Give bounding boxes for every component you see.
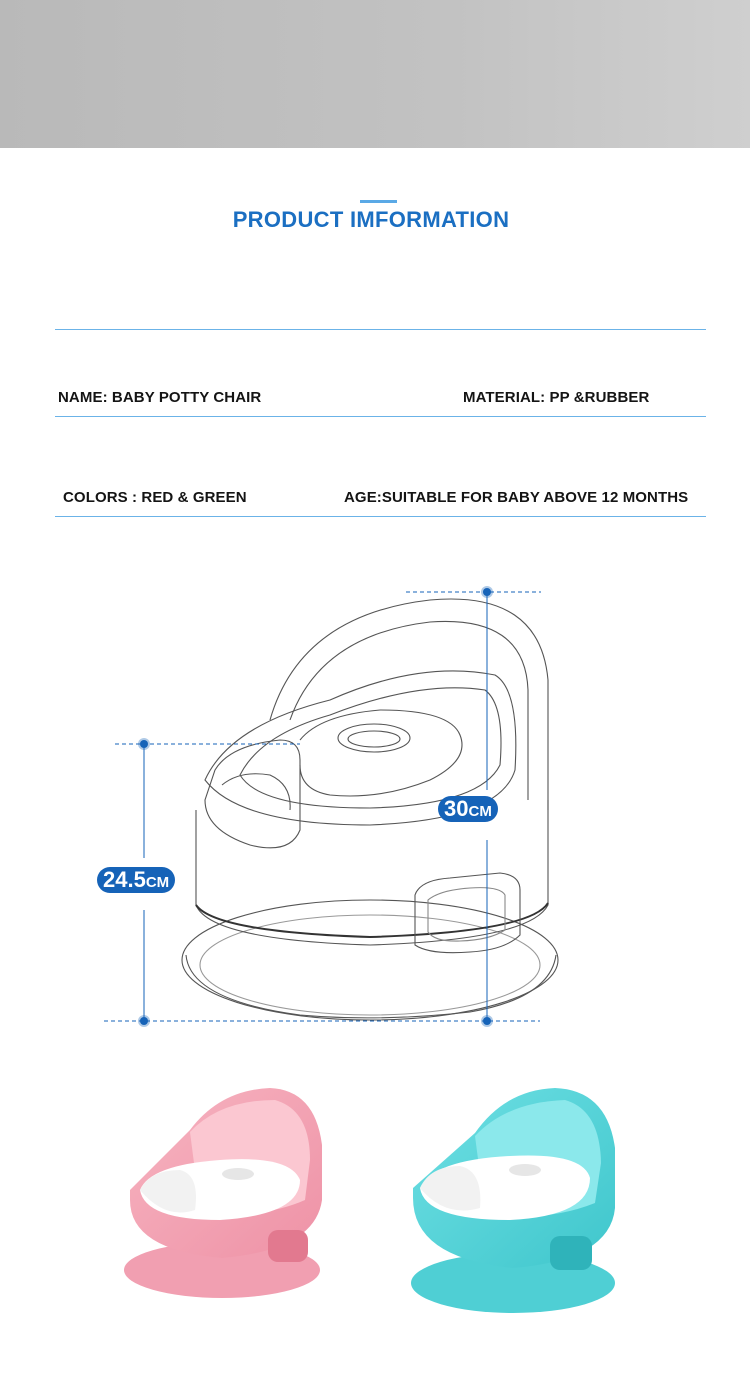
product-name: NAME: BABY POTTY CHAIR <box>58 389 262 406</box>
divider-top <box>55 329 706 330</box>
height-badge <box>97 867 175 893</box>
title-accent-bar <box>360 200 397 203</box>
divider-middle <box>55 416 706 417</box>
product-colors: COLORS : RED & GREEN <box>63 489 247 506</box>
potty-line-drawing <box>0 560 750 1050</box>
green-potty-photo <box>395 1078 630 1328</box>
dimension-diagram <box>0 560 750 1050</box>
pink-potty-photo <box>110 1070 340 1315</box>
height-unit: CM <box>145 874 170 891</box>
product-material: MATERIAL: PP &RUBBER <box>463 389 650 406</box>
section-title: PRODUCT IMFORMATION <box>232 207 510 232</box>
depth-badge <box>438 796 498 822</box>
product-age: AGE:SUITABLE FOR BABY ABOVE 12 MONTHS <box>344 489 689 506</box>
divider-bottom <box>55 516 706 517</box>
depth-value: 30 <box>444 796 469 821</box>
height-value: 24.5 <box>103 867 146 892</box>
top-banner <box>0 0 750 148</box>
depth-unit: CM <box>468 803 492 820</box>
